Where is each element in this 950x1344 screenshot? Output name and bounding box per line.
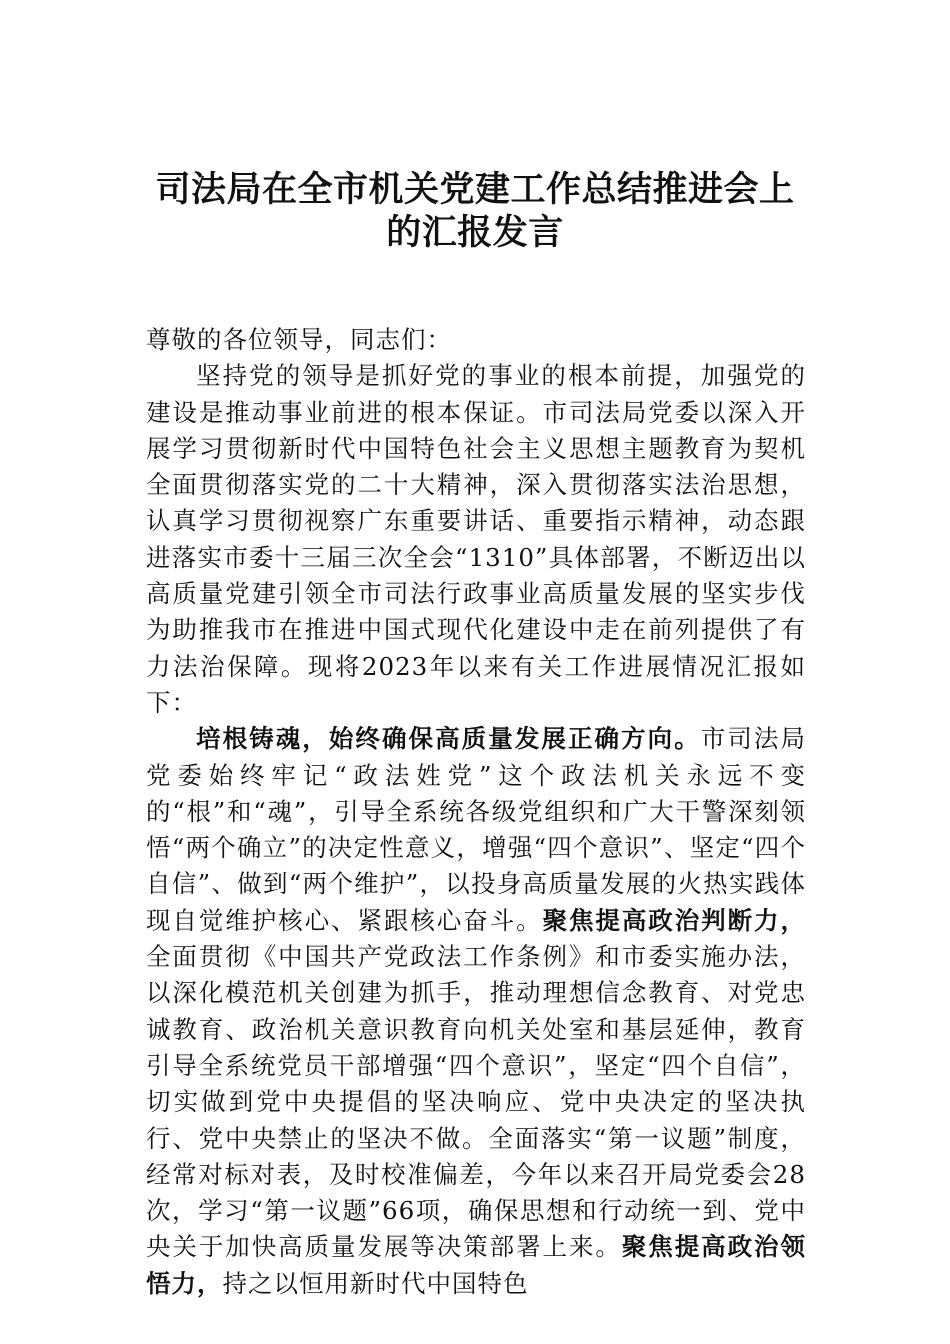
section-text-2: 全面贯彻《中国共产党政法工作条例》和市委实施办法，以深化模范机关创建为抓手，推动理想信念教育、对党忠诚教育、政治机关意识教育向机关处室和基层延伸，教育引导全系统党员干部增强“四个意识”，坚定“四个自信”，切实做到党中央提倡的坚决响应、党中央决定的坚决执行、党中央禁止的坚决不做。全面落实“第一议题”制度，经常对标对表，及时校准偏差，今年以来召开局党委会28次，学习“第一议题”66项，确保思想和行动统一到、党中央关于加快高质量发展等决策部署上来。 [146,942,806,1262]
intro-paragraph: 坚持党的领导是抓好党的事业的根本前提，加强党的建设是推动事业前进的根本保证。市司法局党委以深入开展学习贯彻新时代中国特色社会主义思想主题教育为契机全面贯彻落实党的二十大精神，深入贯彻落实法治思想，认真学习贯彻视察广东重要讲话、重要指示精神，动态跟进落实市委十三届三次全会“1310”具体部署，不断迈出以高质量党建引领全市司法行政事业高质量发展的坚实步伐为助推我市在推进中国式现代化建设中走在前列提供了有力法治保障。现将2023年以来有关工作进展情况汇报如下： [146,361,806,717]
document-title-line-1: 司法局在全市机关党建工作总结推进会上 [155,169,795,210]
subheading-political-understanding: 聚焦提高政治领悟力， [146,1232,806,1298]
section-paragraph [146,721,806,1302]
section-text-3: 持之以恒用新时代中国特色 [222,1268,529,1298]
section-text-1: 市司法局党委始终牢记“政法姓党”这个政法机关永远不变的“根”和“魂”，引导全系统各级党组织和广大干警深刻领悟“两个确立”的决定性意义，增强“四个意识”、坚定“四个自信”、做到“两个维护”，以投身高质量发展的火热实践体现自觉维护核心、紧跟核心奋斗。 [146,724,807,935]
subheading-political-judgment: 聚焦提高政治判断力， [542,905,806,935]
salutation: 尊敬的各位领导，同志们： [146,325,452,354]
section-heading: 培根铸魂，始终确保高质量发展正确方向。 [196,724,701,754]
document-body [146,322,806,1302]
document-title-line-2: 的汇报发言 [386,212,564,253]
